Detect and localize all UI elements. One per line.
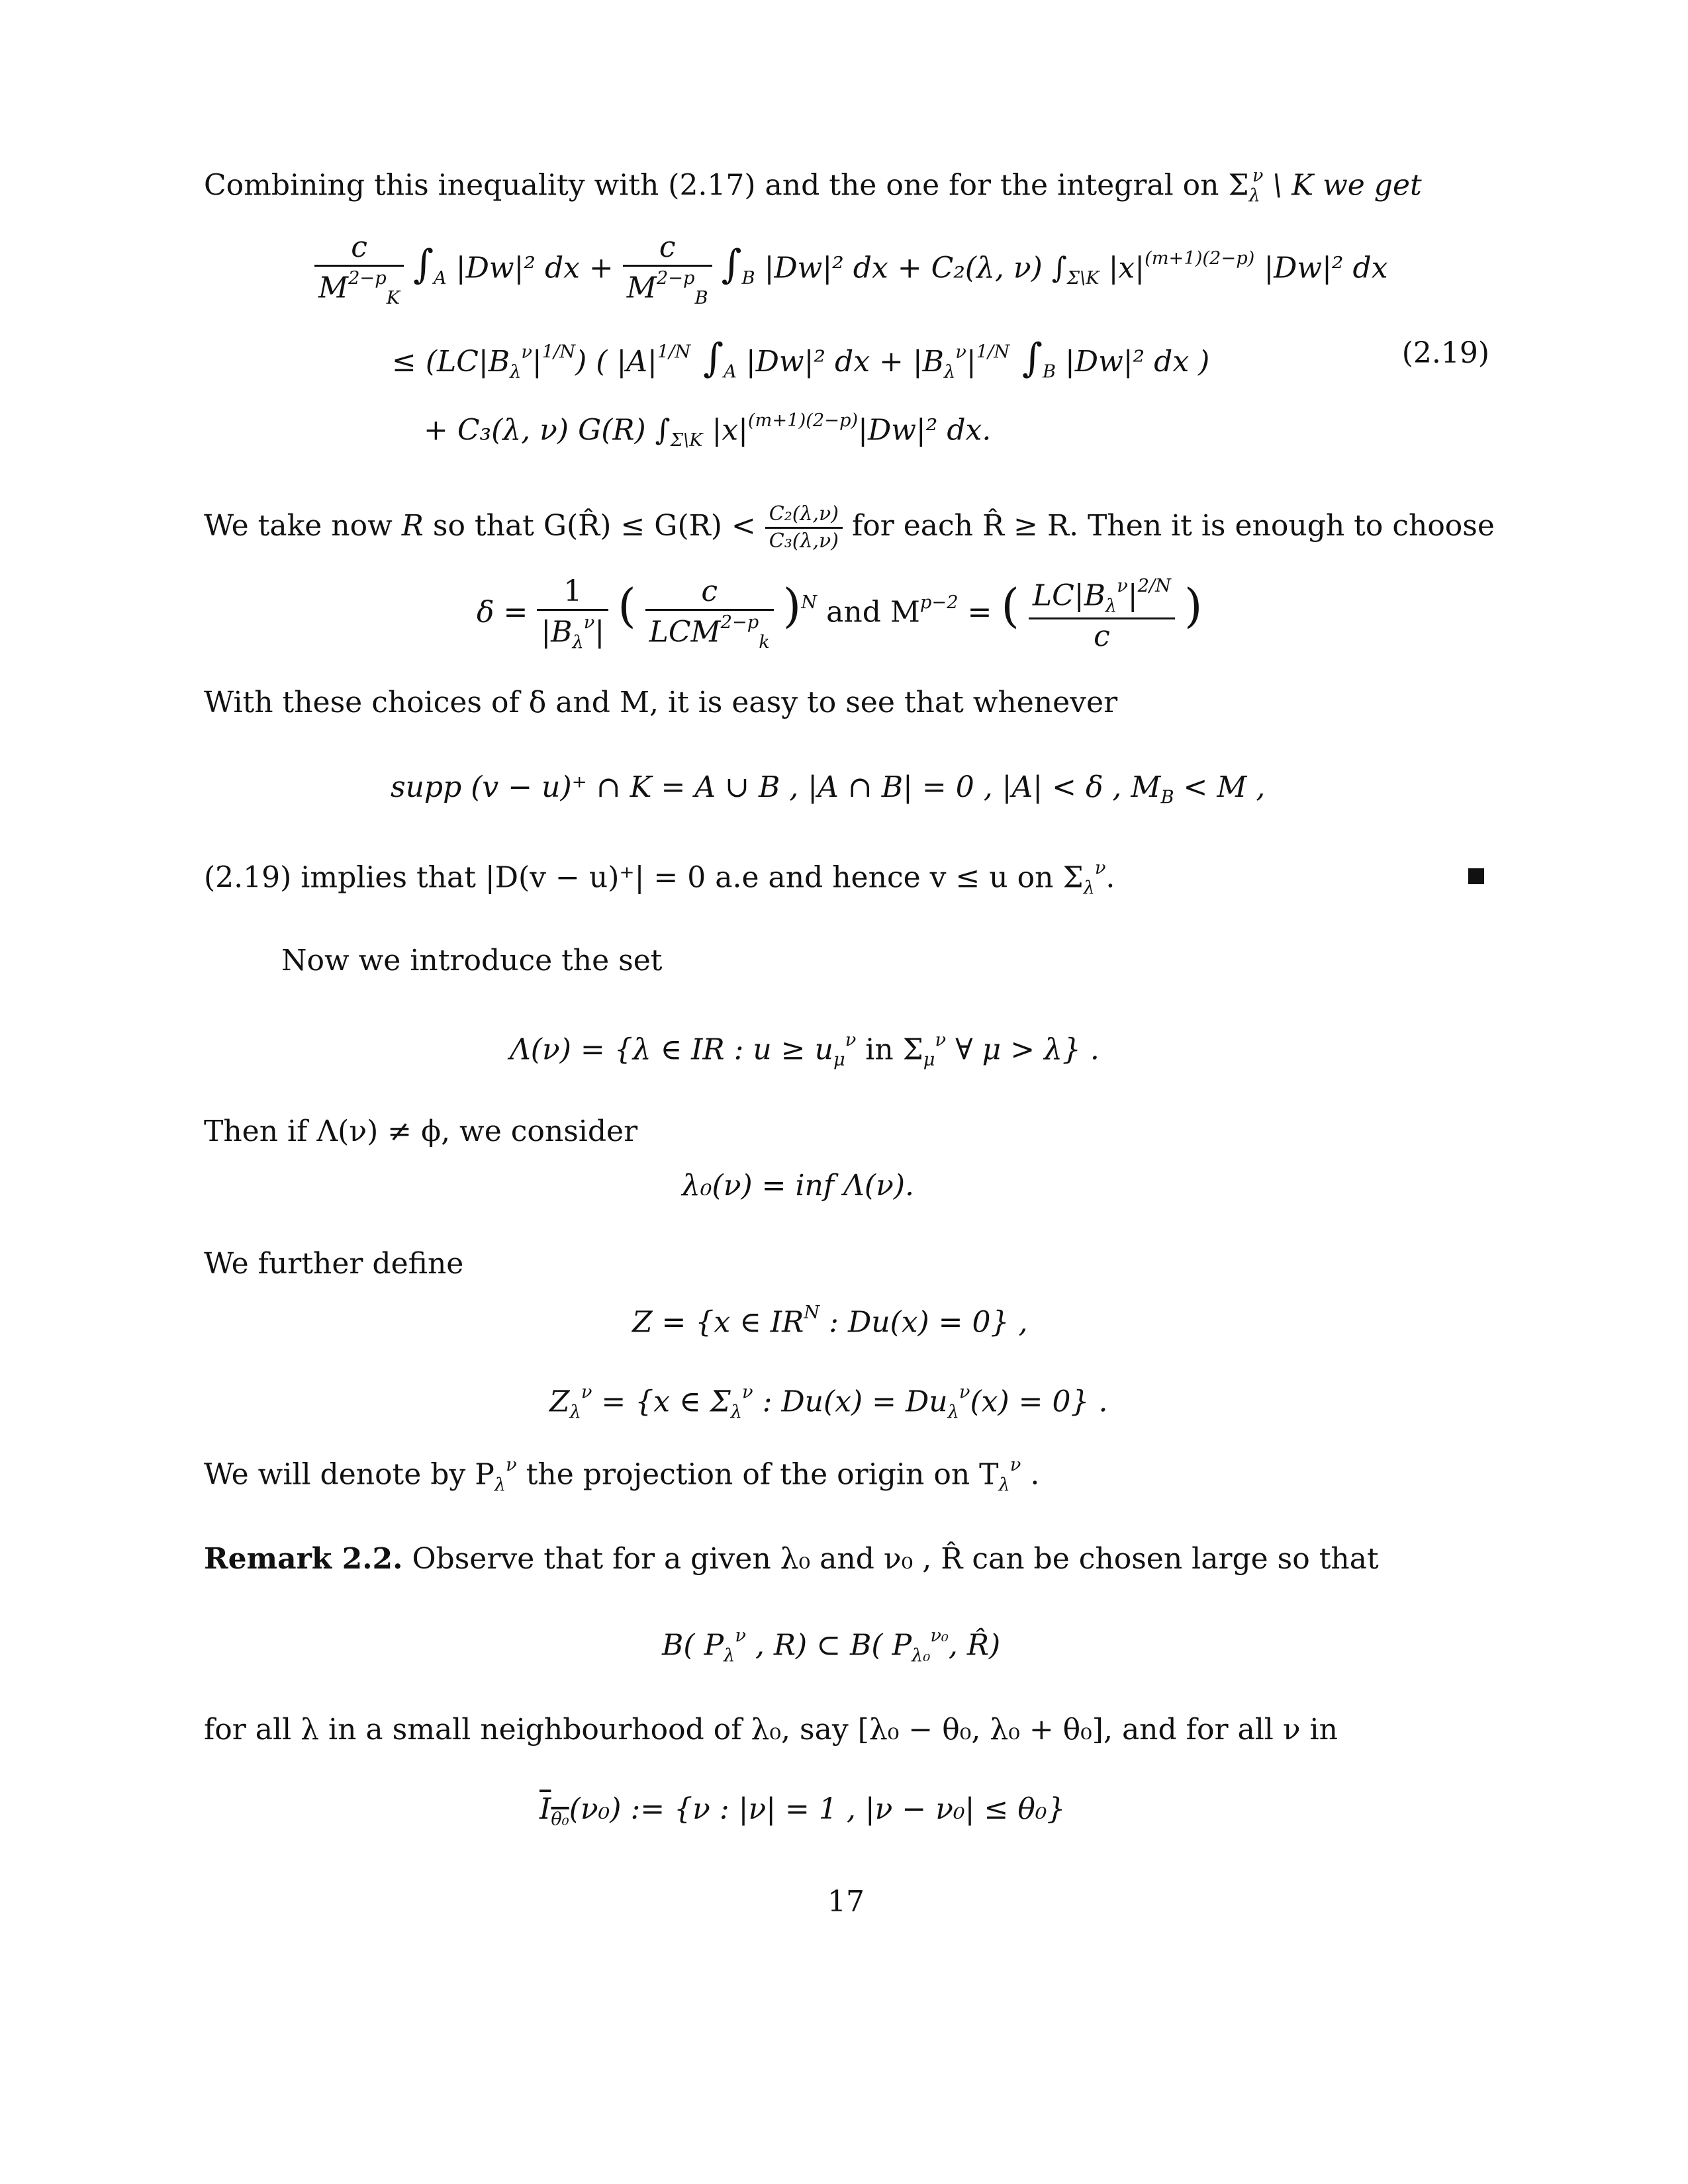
- sup-nu: ν: [506, 1455, 517, 1475]
- integral-sign: ∫: [413, 242, 434, 288]
- text-span: supp (v − u)⁺ ∩ K = A ∪ B , |A ∩ B| = 0 , |A| < δ , M: [391, 770, 1161, 804]
- paren-open: (: [1001, 578, 1019, 633]
- text-span: δ =: [477, 595, 538, 629]
- overlined-i-theta: $I_{\theta_0}$: [539, 1792, 569, 1830]
- sub-lambda: λ: [1248, 185, 1260, 206]
- sub-sigma: Σ\K: [1066, 268, 1100, 289]
- sub-lambda0: λ₀: [912, 1645, 931, 1666]
- text-span: |: [966, 345, 976, 379]
- sub-B: B: [1160, 787, 1174, 808]
- text-line-combining: [204, 167, 1422, 205]
- equation-supp: [391, 770, 1266, 808]
- text-line-for-all: for all λ in a small neighbourhood of λ₀, say [λ₀ − θ₀, λ₀ + θ₀], and for all ν in: [204, 1713, 1338, 1747]
- sup-1-over-N: 1/N: [976, 341, 1010, 363]
- text-span: , R) ⊂ B( P: [745, 1628, 912, 1662]
- fraction-numerator: $LC|B_\lambda^\nu|^{2/N}$: [1029, 577, 1175, 619]
- text-span: for each R̂ ≥ R. Then it is enough to choose: [851, 509, 1495, 543]
- equation-2-19-row-1: [314, 230, 1388, 308]
- fraction-c2-over-c3: [765, 504, 843, 551]
- text-span: : Du(x) = Du: [753, 1385, 948, 1419]
- text-span: , R̂): [948, 1628, 1001, 1662]
- sup-N: N: [801, 592, 818, 614]
- fraction-c-over-lcm: [645, 574, 774, 653]
- fraction-denominator: $LCM^{2-p}_k$: [649, 612, 770, 653]
- fraction-denominator: $M^{2-p}_B$: [626, 268, 708, 308]
- text-span: (x) = 0} .: [970, 1385, 1108, 1419]
- fraction-denominator: C₃(λ,ν): [769, 529, 839, 553]
- text-span: (ν₀) := {ν : |ν| = 1 , |ν − ν₀| ≤ θ₀}: [569, 1792, 1066, 1826]
- sub-lambda: λ: [510, 361, 522, 383]
- equation-i-theta: [539, 1792, 1066, 1830]
- text-span: : Du(x) = 0} ,: [820, 1305, 1028, 1340]
- text-span: B( P: [662, 1628, 724, 1662]
- text-span: in Σ: [856, 1032, 923, 1067]
- text-span: Observe that for a given λ₀ and ν₀ , R̂ can be chosen large so that: [402, 1542, 1379, 1576]
- text-span: R: [401, 509, 424, 543]
- remark-label: Remark 2.2.: [204, 1542, 403, 1576]
- sub-A: A: [724, 361, 737, 383]
- fraction-numerator: c: [645, 577, 774, 611]
- fraction-c-over-mb: [623, 230, 712, 308]
- text-line-introduce: Now we introduce the set: [281, 944, 663, 978]
- text-span: .: [1105, 860, 1115, 895]
- sub-A: A: [434, 268, 447, 289]
- paren-open: (: [618, 578, 636, 633]
- text-line-denote: [204, 1456, 1039, 1494]
- paren-close: ): [782, 578, 802, 633]
- text-span: Z: [549, 1385, 570, 1419]
- text-span: .: [1021, 1457, 1040, 1492]
- text-span: |Dw|² dx.: [858, 413, 992, 447]
- fraction-one-over-b: [537, 574, 608, 653]
- text-span: |x|: [1108, 251, 1145, 285]
- qed-square-icon: [1468, 868, 1484, 884]
- text-line-then-if: Then if Λ(ν) ≠ ϕ, we consider: [204, 1115, 638, 1148]
- text-span: \ K we get: [1263, 168, 1422, 203]
- sub-B: B: [741, 268, 755, 289]
- sup-nu: ν: [845, 1030, 857, 1050]
- sup-nu: ν: [959, 1382, 970, 1402]
- text-span: We will denote by P: [204, 1457, 494, 1492]
- text-line-choices: With these choices of δ and M, it is easy to see that whenever: [204, 686, 1118, 719]
- sub-lambda: λ: [947, 1402, 959, 1422]
- text-span: |Dw|² dx +: [455, 251, 623, 285]
- equation-2-19-row-2: [392, 336, 1210, 383]
- sub-mu: μ: [833, 1050, 845, 1070]
- text-span: |: [532, 345, 542, 379]
- sup-nu: ν: [1009, 1455, 1021, 1475]
- sup-nu: ν: [935, 1030, 947, 1050]
- text-span: |Dw|² dx + C₂(λ, ν) ∫: [764, 251, 1067, 285]
- sup-p-minus-2: p−2: [919, 592, 959, 614]
- text-span: + C₃(λ, ν) G(R) ∫: [424, 413, 671, 447]
- text-span: Combining this inequality with (2.17) and the one for the integral on Σ: [204, 168, 1249, 203]
- text-span: ) ( |A|: [575, 345, 657, 379]
- sub-sigma: Σ\K: [670, 430, 703, 451]
- equation-delta-definition: δ = $\frac{1}{|B_\lambda^\nu|}$ ( $\frac{c}{LCM^{2-p}_k}$ )$^N$ and $M^{p-2}$ = ( $\frac{LC|B_\lambda^\nu|^{2/N}}{c}$ ): [477, 574, 1203, 654]
- sub-lambda: λ: [944, 361, 956, 383]
- fraction-lcb-over-c: [1029, 576, 1175, 654]
- text-line-further: We further define: [204, 1247, 464, 1281]
- text-span: |x|: [702, 413, 748, 447]
- page-number: 17: [827, 1885, 865, 1919]
- fraction-numerator: c: [314, 233, 404, 267]
- text-span: We take now: [204, 509, 402, 543]
- sup-nu: ν: [735, 1625, 746, 1646]
- equation-number: (2.19): [1401, 336, 1489, 370]
- sup-nu: ν: [581, 1382, 592, 1402]
- text-span: |Dw|² dx + |B: [736, 345, 945, 379]
- text-span: |Dw|² dx ): [1055, 345, 1210, 379]
- sup-exponent: (m+1)(2−p): [747, 410, 859, 431]
- equation-lambda-set: [510, 1031, 1100, 1069]
- sup-N: N: [804, 1302, 820, 1323]
- sup-nu: ν: [1252, 165, 1264, 186]
- equation-2-19-row-3: [424, 412, 991, 449]
- fraction-numerator: C₂(λ,ν): [765, 504, 843, 529]
- text-span: so that G(R̂) ≤ G(R) <: [423, 509, 765, 543]
- sup-1-over-N: 1/N: [657, 341, 691, 363]
- text-span: (2.19) implies that |D(v − u)⁺| = 0 a.e and hence v ≤ u on Σ: [204, 860, 1084, 895]
- sub-lambda: λ: [1083, 878, 1095, 898]
- sub-lambda: λ: [730, 1402, 743, 1422]
- text-span: < M ,: [1174, 770, 1266, 804]
- text-line-take-r: [204, 504, 1495, 551]
- sub-lambda: λ: [494, 1475, 506, 1495]
- text-span: ∀ μ > λ} .: [946, 1032, 1100, 1067]
- sup-nu: ν: [955, 341, 966, 363]
- equation-z-lambda-definition: [549, 1383, 1107, 1421]
- text-span: and M: [826, 595, 920, 629]
- sub-lambda: λ: [569, 1402, 581, 1422]
- fraction-denominator: $|B_\lambda^\nu|$: [541, 612, 605, 653]
- sup-nu: ν: [1094, 858, 1106, 878]
- equation-ball-inclusion: [662, 1627, 1000, 1664]
- text-span: Z = {x ∈ IR: [632, 1305, 804, 1340]
- text-span: Λ(ν) = {λ ∈ IR : u ≥ u: [510, 1032, 833, 1067]
- remark-2-2: [204, 1542, 1379, 1576]
- paren-close: ): [1184, 578, 1203, 633]
- fraction-numerator: c: [623, 233, 712, 267]
- sup-1-over-N: 1/N: [541, 341, 576, 363]
- fraction-denominator: $M^{2-p}_K$: [318, 268, 400, 308]
- fraction-numerator: 1: [537, 577, 608, 611]
- text-span: |Dw|² dx: [1264, 251, 1388, 285]
- text-line-implies: [204, 859, 1115, 897]
- sup-nu: ν: [742, 1382, 753, 1402]
- integral-sign: ∫: [690, 336, 724, 381]
- equation-lambda0: λ₀(ν) = inf Λ(ν).: [682, 1169, 914, 1203]
- sub-B: B: [1042, 361, 1056, 383]
- equation-z-definition: [632, 1302, 1028, 1340]
- integral-sign: ∫: [1009, 336, 1043, 381]
- text-span: ≤ (LC|B: [392, 345, 510, 379]
- text-span: the projection of the origin on T: [516, 1457, 999, 1492]
- sub-lambda: λ: [998, 1475, 1010, 1495]
- text-span: = {x ∈ Σ: [592, 1385, 731, 1419]
- sup-exponent: (m+1)(2−p): [1145, 248, 1255, 269]
- sup-nu: ν: [521, 341, 532, 363]
- fraction-denominator: c: [1094, 619, 1110, 654]
- sub-mu: μ: [923, 1050, 935, 1070]
- fraction-c-over-mk: [314, 230, 404, 308]
- sup-nu0: ν₀: [930, 1625, 949, 1646]
- sub-lambda: λ: [724, 1645, 735, 1666]
- integral-sign: ∫: [721, 242, 742, 288]
